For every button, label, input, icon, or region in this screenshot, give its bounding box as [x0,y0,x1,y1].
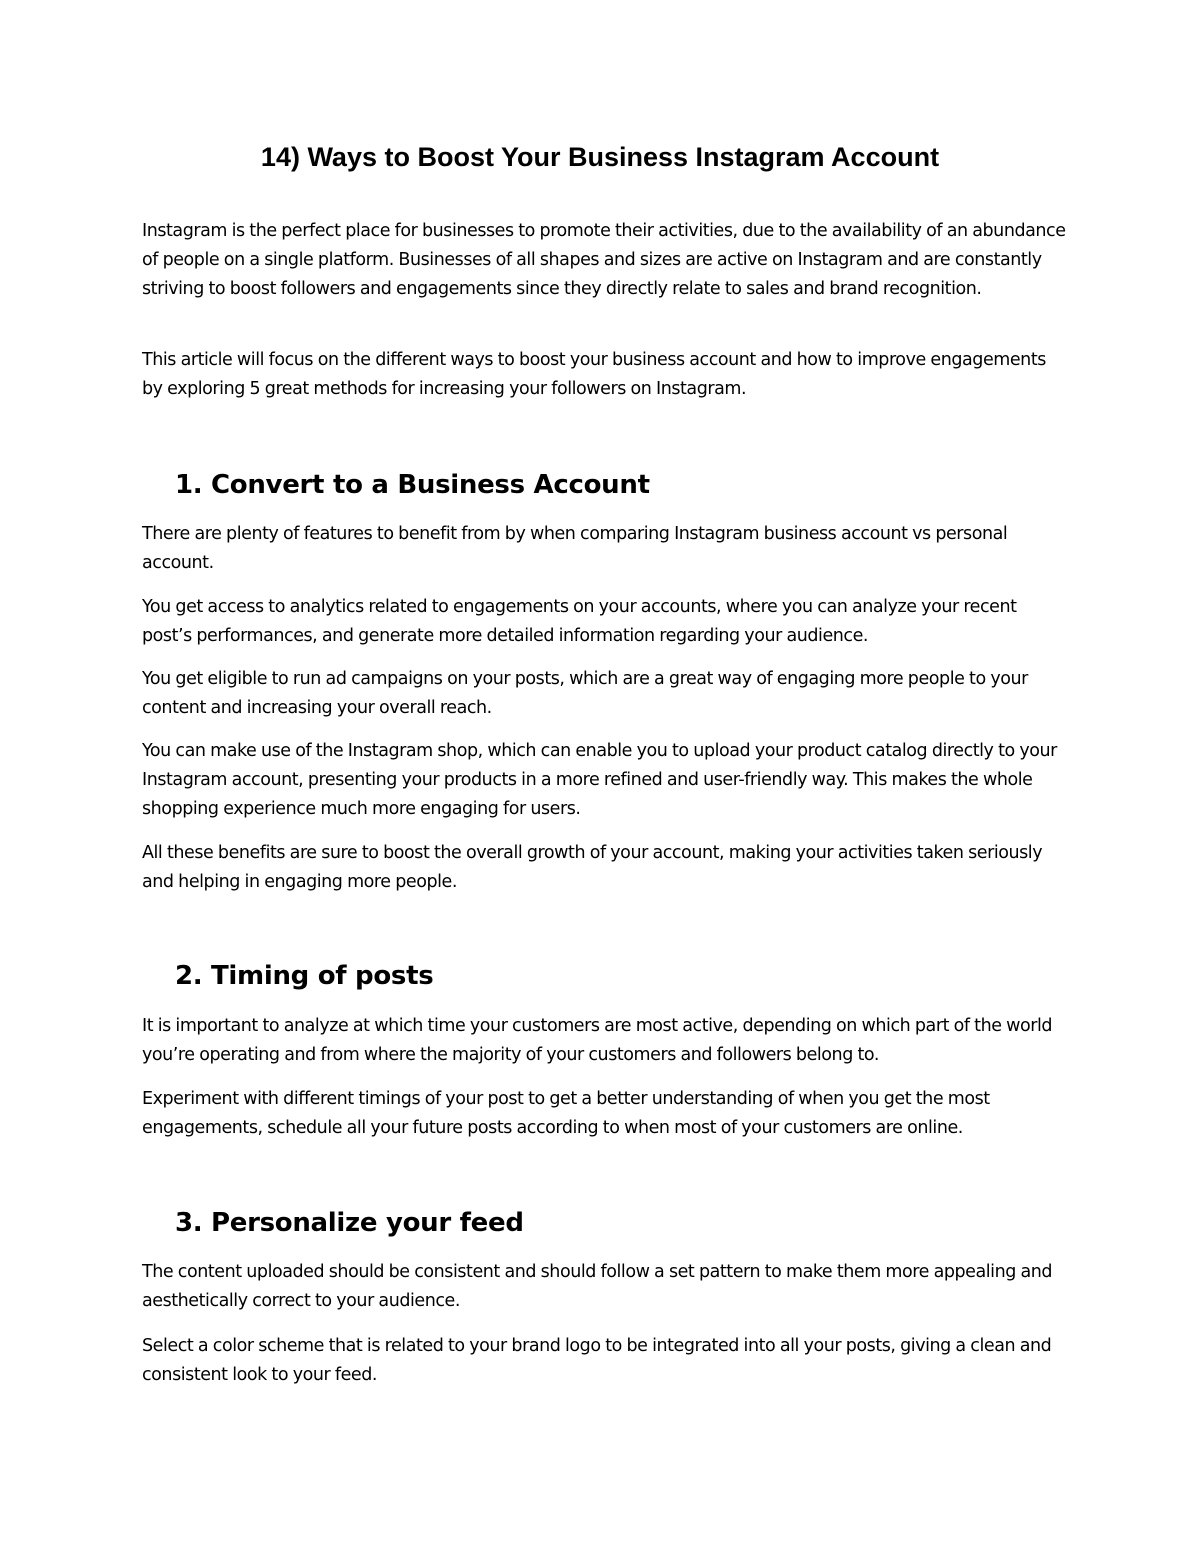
section-3-number: 3. [175,1208,203,1238]
section-1-title: Convert to a Business Account [211,470,650,500]
section-1-paragraph-3: You get eligible to run ad campaigns on your posts, which are a great way of engaging more people to your content and increasing your overall reach. [142,669,1028,718]
section-3-paragraph-1: The content uploaded should be consistent and should follow a set pattern to make them more appealing and aesthetically correct to your audience. [142,1262,1053,1311]
section-2-heading [175,959,433,993]
section-1-paragraph-4: You can make use of the Instagram shop, which can enable you to upload your product catalog directly to your Instagram account, presenting your products in a more refined and user-friendly way. This makes the whole shopping experience much more engaging for users. [142,741,1057,819]
section-1-heading [175,468,650,502]
section-3-title: Personalize your feed [211,1208,524,1238]
document-title: 14) Ways to Boost Your Business Instagram Account [260,142,940,172]
section-3-heading [175,1206,524,1240]
section-1-number: 1. [175,470,203,500]
section-2-number: 2. [175,961,203,991]
section-1-paragraph-1: There are plenty of features to benefit from by when comparing Instagram business account vs personal account. [142,524,1008,573]
section-1-paragraph-2: You get access to analytics related to engagements on your accounts, where you can analyze your recent post’s performances, and generate more detailed information regarding your audience. [142,597,1017,646]
section-1-paragraph-5: All these benefits are sure to boost the overall growth of your account, making your activities taken seriously and helping in engaging more people. [142,843,1043,892]
section-2-title: Timing of posts [211,961,434,991]
section-3-paragraph-2: Select a color scheme that is related to your brand logo to be integrated into all your posts, giving a clean and consistent look to your feed. [142,1336,1052,1385]
intro-paragraph-2: This article will focus on the different ways to boost your business account and how to improve engagements by exploring 5 great methods for increasing your followers on Instagram. [142,350,1046,399]
intro-paragraph-1: Instagram is the perfect place for businesses to promote their activities, due to the availability of an abundance of people on a single platform. Businesses of all shapes and sizes are active on Instagram and are constantly striving to boost followers and engagements since they directly relate to sales and brand recognition. [142,221,1066,299]
section-2-paragraph-1: It is important to analyze at which time your customers are most active, depending on which part of the world you’re operating and from where the majority of your customers and followers belong to. [142,1016,1053,1065]
section-2-paragraph-2: Experiment with different timings of your post to get a better understanding of when you get the most engagements, schedule all your future posts according to when most of your customers are online. [142,1089,990,1138]
